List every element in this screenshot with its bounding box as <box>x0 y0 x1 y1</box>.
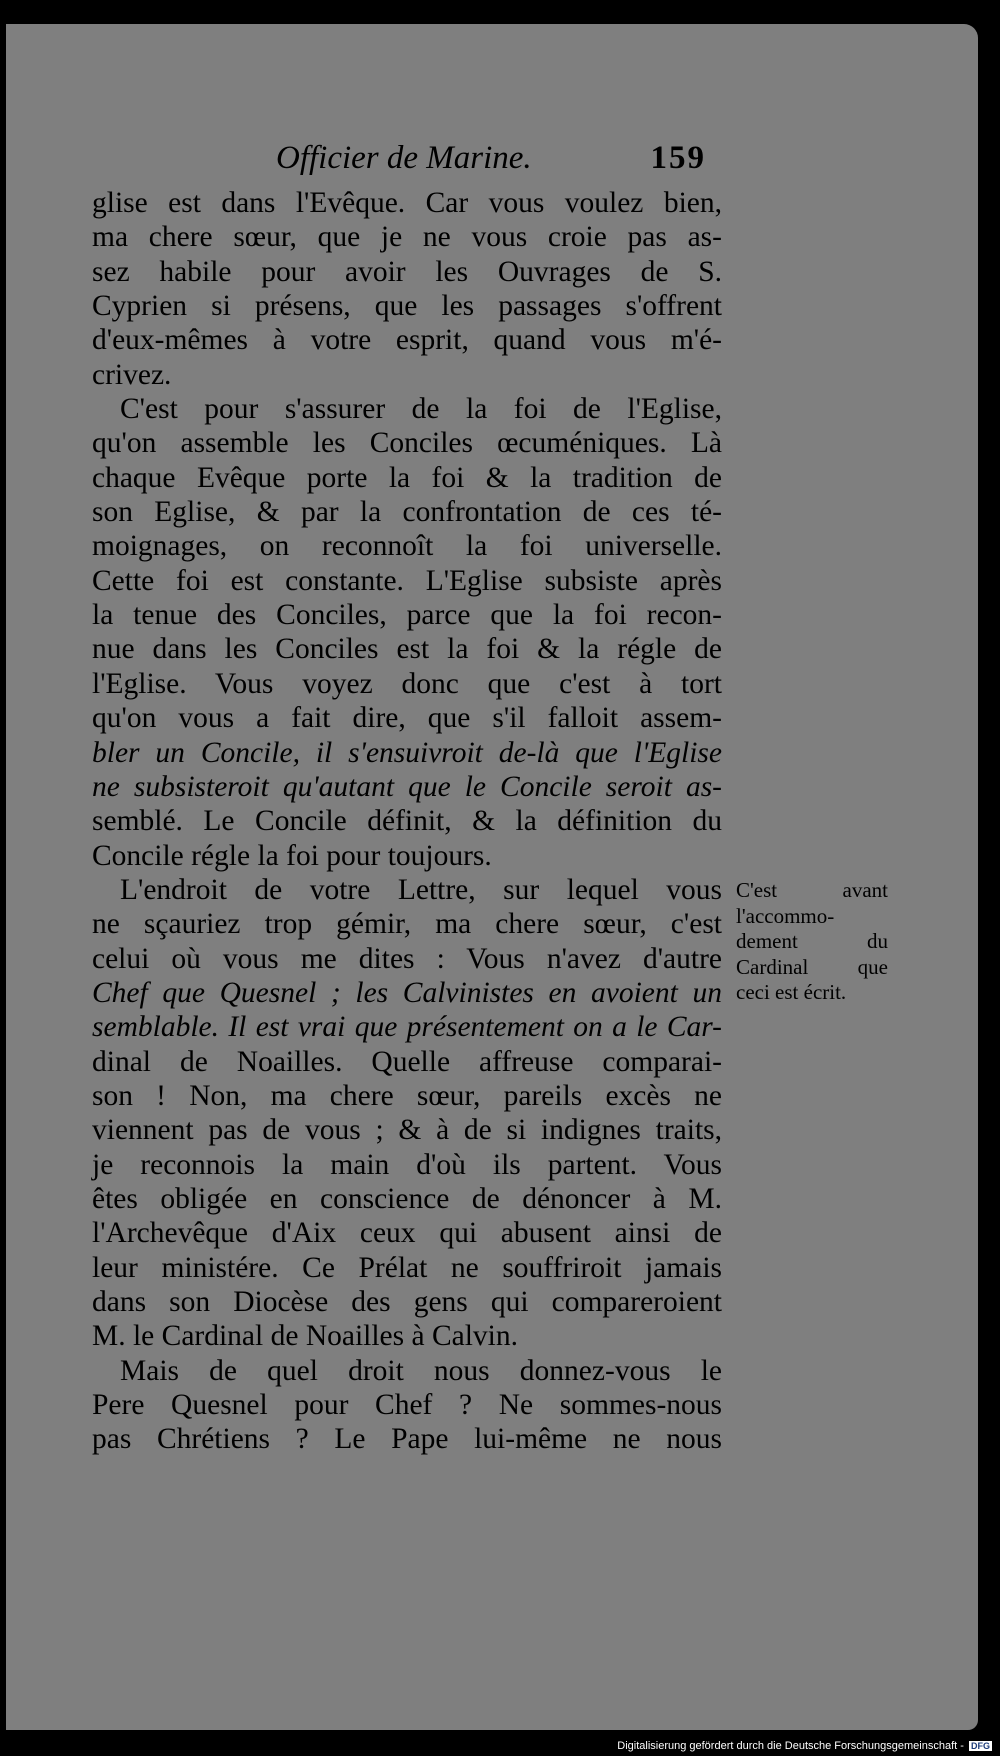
text-line: crivez. <box>92 358 172 391</box>
text-line: Concile régle la foi pour toujours. <box>92 839 492 872</box>
text-line: son ! Non, ma chere sœur, pareils excès ne <box>92 1079 722 1112</box>
text-line: M. le Cardinal de Noailles à Calvin. <box>92 1320 519 1353</box>
text-line: semblable. Il est vrai que présentement on a le Car- <box>92 1011 722 1044</box>
text-line: glise est dans l'Evêque. Car vous voulez bien, <box>92 187 722 219</box>
text-line: Cette foi est constante. L'Eglise subsiste après <box>92 564 722 597</box>
text-line: C'est pour s'assurer de la foi de l'Eglise, <box>120 393 722 426</box>
text-line: bler un Concile, il s'ensuivroit de-là que l'Eglise <box>92 736 722 769</box>
text-line: celui où vous me dites : Vous n'avez d'autre <box>92 942 722 975</box>
text-line: ne subsisteroit qu'autant que le Concile seroit as- <box>92 770 722 803</box>
margin-note-line: Cardinal que <box>736 954 888 979</box>
text-line: Mais de quel droit nous donnez-vous le <box>120 1354 722 1387</box>
text-line: ma chere sœur, que je ne vous croie pas as- <box>92 221 722 254</box>
text-line: leur ministére. Ce Prélat ne souffriroit jamais <box>92 1251 722 1284</box>
body-text <box>92 186 722 1457</box>
text-line: Pere Quesnel pour Chef ? Ne sommes-nous <box>92 1389 722 1422</box>
margin-note <box>736 878 888 1006</box>
text-line: viennent pas de vous ; & à de si indignes traits, <box>92 1114 722 1147</box>
page-number: 159 <box>650 140 706 176</box>
text-line: dans son Diocèse des gens qui compareroient <box>92 1286 722 1318</box>
margin-note-line: l'accommo- <box>736 903 835 928</box>
text-line: sez habile pour avoir les Ouvrages de S. <box>92 255 722 288</box>
text-line: je reconnois la main d'où ils partent. Vous <box>92 1148 722 1181</box>
running-header <box>258 140 706 184</box>
digitization-credit <box>617 1740 992 1752</box>
credit-text: Digitalisierung gefördert durch die Deutsche Forschungsgemeinschaft - <box>617 1740 964 1752</box>
text-line: ne sçauriez trop gémir, ma chere sœur, c'est <box>92 908 722 941</box>
dfg-logo: DFG <box>971 1741 990 1751</box>
text-line: l'Eglise. Vous voyez donc que c'est à tort <box>92 667 722 700</box>
text-line: semblé. Le Concile définit, & la définition du <box>92 805 722 838</box>
text-line: la tenue des Conciles, parce que la foi recon- <box>92 599 722 632</box>
text-line: chaque Evêque porte la foi & la tradition de <box>92 461 722 494</box>
running-title: Officier de Marine. <box>276 140 532 176</box>
margin-note-line: C'est avant <box>736 878 888 902</box>
text-line: pas Chrétiens ? Le Pape lui-même ne nous <box>92 1423 722 1456</box>
margin-note-line: ceci est écrit. <box>736 980 847 1004</box>
text-line: qu'on vous a fait dire, que s'il falloit assem- <box>92 702 722 735</box>
text-line: son Eglise, & par la confrontation de ces té- <box>92 496 722 529</box>
text-line: moignages, on reconnoît la foi universelle. <box>92 530 722 563</box>
text-line: dinal de Noailles. Quelle affreuse comparai- <box>92 1045 722 1078</box>
text-line: nue dans les Conciles est la foi & la régle de <box>92 633 722 666</box>
text-line: qu'on assemble les Conciles œcuméniques. Là <box>92 427 722 460</box>
text-line: Chef que Quesnel ; les Calvinistes en avoient un <box>92 976 722 1009</box>
text-line: l'Archevêque d'Aix ceux qui abusent ainsi de <box>92 1217 722 1250</box>
margin-note-line: dement du <box>736 929 888 953</box>
text-line: L'endroit de votre Lettre, sur lequel vous <box>120 873 722 906</box>
text-line: d'eux-mêmes à votre esprit, quand vous m'é- <box>92 324 722 357</box>
text-line: êtes obligée en conscience de dénoncer à M. <box>92 1182 722 1215</box>
text-line: Cyprien si présens, que les passages s'offrent <box>92 290 722 323</box>
